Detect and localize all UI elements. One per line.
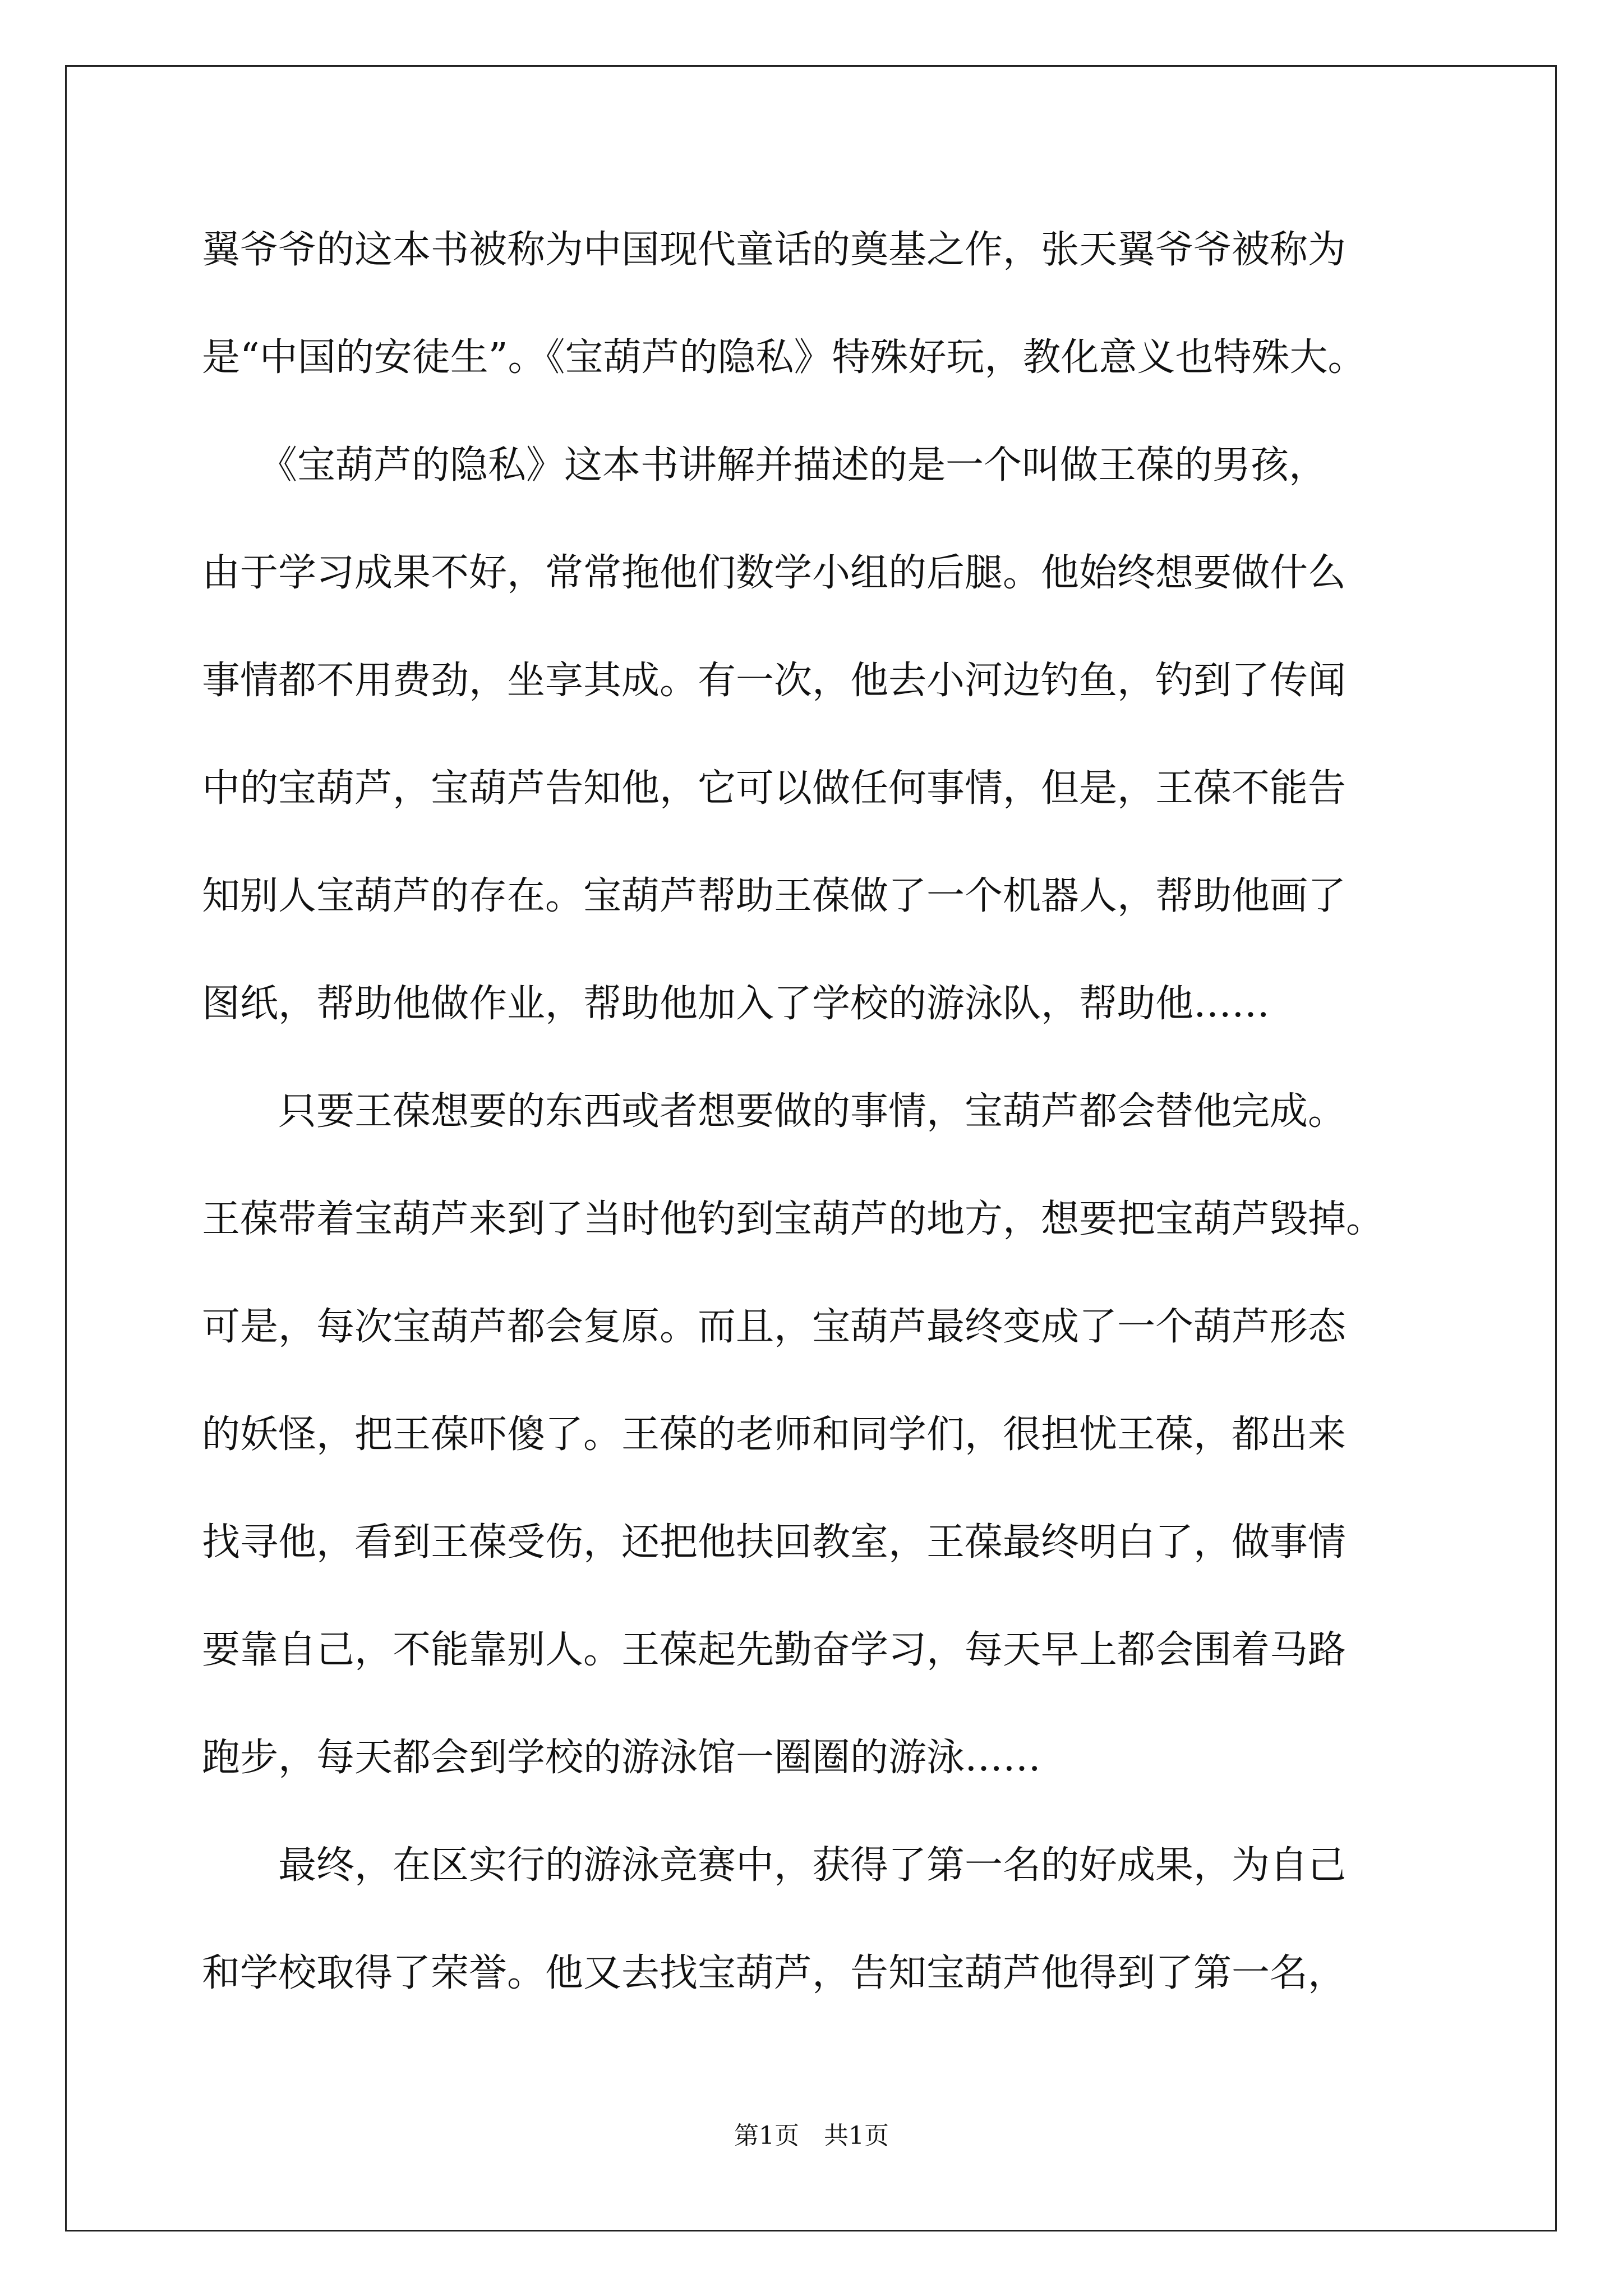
text-line: 知别人宝葫芦的存在。宝葫芦帮助王葆做了一个机器人，帮助他画了 <box>202 874 1347 918</box>
text-line: 是“中国的安徒生”。《宝葫芦的隐私》特殊好玩，教化意义也特殊大。 <box>202 335 1366 380</box>
document-body <box>202 223 1447 2054</box>
text-line: 最终，在区实行的游泳竞赛中，获得了第一名的好成果，为自己 <box>202 1843 1347 1888</box>
text-line: 只要王葆想要的东西或者想要做的事情，宝葫芦都会替他完成。 <box>202 1089 1347 1134</box>
page-number-footer: 第1页 共1页 <box>734 2122 889 2150</box>
text-line: 翼爷爷的这本书被称为中国现代童话的奠基之作，张天翼爷爷被称为 <box>202 228 1347 272</box>
text-line: 事情都不用费劲，坐享其成。有一次，他去小河边钓鱼，钓到了传闻 <box>202 659 1347 703</box>
text-line: 的妖怪，把王葆吓傻了。王葆的老师和同学们，很担忧王葆，都出来 <box>202 1412 1347 1457</box>
text-line: 王葆带着宝葫芦来到了当时他钓到宝葫芦的地方，想要把宝葫芦毁掉。 <box>202 1197 1385 1241</box>
text-line: 由于学习成果不好，常常拖他们数学小组的后腿。他始终想要做什么 <box>202 551 1347 595</box>
text-line: 可是，每次宝葫芦都会复原。而且，宝葫芦最终变成了一个葫芦形态 <box>202 1305 1347 1349</box>
text-line: 中的宝葫芦，宝葫芦告知他，它可以做任何事情，但是，王葆不能告 <box>202 766 1347 811</box>
text-line: 《宝葫芦的隐私》这本书讲解并描述的是一个叫做王葆的男孩， <box>202 443 1327 487</box>
text-line: 和学校取得了荣誉。他又去找宝葫芦，告知宝葫芦他得到了第一名， <box>202 1951 1347 1995</box>
text-line: 跑步，每天都会到学校的游泳馆一圈圈的游泳…… <box>202 1736 1041 1780</box>
text-line: 要靠自己，不能靠别人。王葆起先勤奋学习，每天早上都会围着马路 <box>202 1628 1347 1672</box>
text-line: 图纸，帮助他做作业，帮助他加入了学校的游泳队，帮助他…… <box>202 982 1270 1026</box>
text-line: 找寻他，看到王葆受伤，还把他扶回教室，王葆最终明白了，做事情 <box>202 1520 1347 1565</box>
